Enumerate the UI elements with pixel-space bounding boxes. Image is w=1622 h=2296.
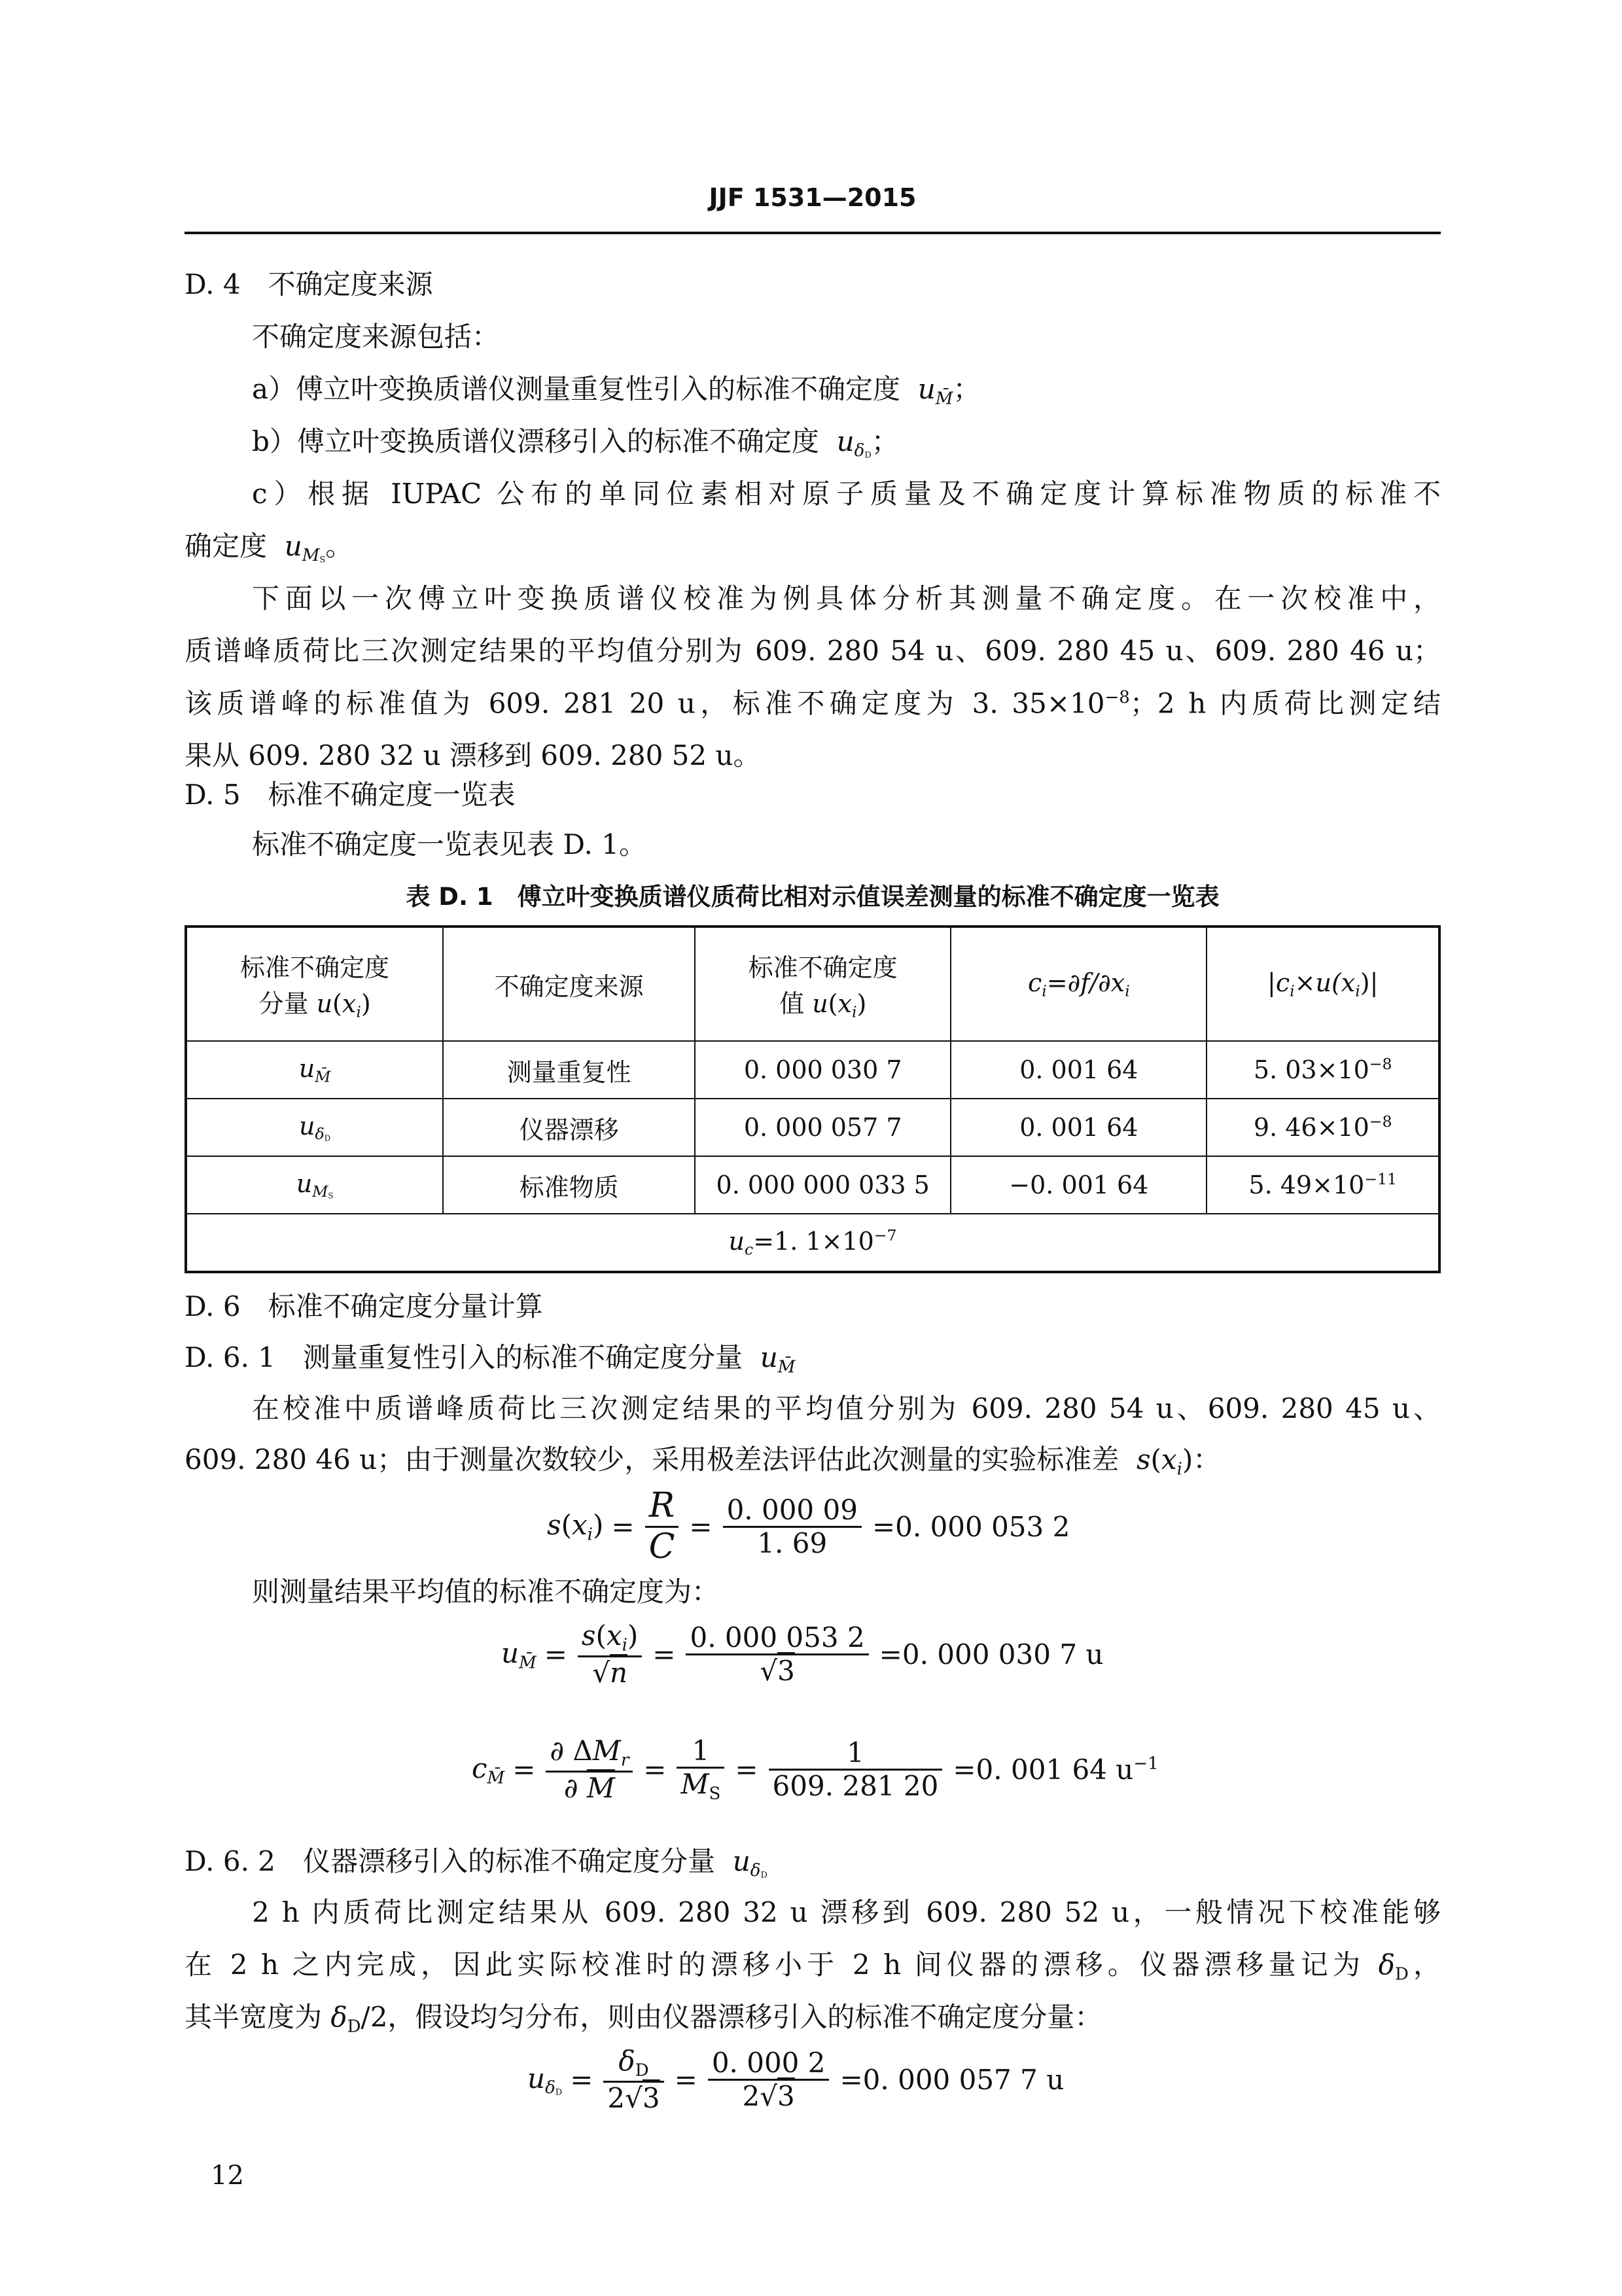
equation-c-mbar: $c_{M̄}$ = $\frac{\partial \Delta M_r}{\partial \overline{M}}$ = $\frac{1}{M_S}$ = $\frac{1}{609. 281 20}$ =0. 001 64 $u^{-1}$ — [472, 1735, 1159, 1805]
d62-line2: 在 2 h 之内完成，因此实际校准时的漂移小于 2 h 间仪器的漂移。仪器漂移量记为 $\delta_D$， — [185, 1949, 1441, 1985]
d62-heading: D. 6. 2 仪器漂移引入的标准不确定度分量 $u_{\delta D}$ — [185, 1845, 767, 1881]
d61-heading: D. 6. 1 测量重复性引入的标准不确定度分量 $u_{M̄}$ — [185, 1341, 796, 1377]
row-product: 9. $46\times 10^{-8}$ — [1207, 1099, 1439, 1156]
header-title: JJF 1531—2015 — [709, 183, 917, 212]
header-product: $|c_i\times u(x_i)|$ — [1207, 927, 1439, 1041]
row-product: 5. $03\times 10^{-8}$ — [1207, 1041, 1439, 1099]
row-symbol: $u_{M̄}$ — [186, 1041, 443, 1099]
equation-std-dev: $s(x_i)$ = $\frac{R}{C}$ = $\frac{0. 000 09}{1. 69}$ =0. 000 053 2 — [547, 1486, 1070, 1566]
row-value: 0. 000 057 7 — [695, 1099, 951, 1156]
row-coefficient: 0. 001 64 — [951, 1041, 1207, 1099]
d4-intro: 不确定度来源包括： — [252, 321, 500, 353]
row-source: 测量重复性 — [443, 1041, 695, 1099]
row-value: 0. 000 000 033 5 — [695, 1156, 951, 1214]
header-value: 标准不确定度 值 $u(x_i)$ — [695, 927, 951, 1041]
row-coefficient: −0. 001 64 — [951, 1156, 1207, 1214]
d4-para-line3: 该质谱峰的标准值为 609. 281 20 u，标准不确定度为 3. $35\times 10^{-8}$；2 h 内质荷比测定结 — [185, 687, 1441, 720]
d4-para-line1: 下面以一次傅立叶变换质谱仪校准为例具体分析其测量不确定度。在一次校准中， — [252, 582, 1441, 614]
table-row — [186, 1099, 1439, 1156]
table-row — [186, 1041, 1439, 1099]
header-coefficient: $c_i=\partial f/\partial x_i$ — [951, 927, 1207, 1041]
row-coefficient: 0. 001 64 — [951, 1099, 1207, 1156]
page-number: 12 — [211, 2161, 244, 2191]
d4-para-line2: 质谱峰质荷比三次测定结果的平均值分别为 609. 280 54 u、609. 280 45 u、609. 280 46 u； — [185, 635, 1441, 667]
table-combined-row — [186, 1214, 1439, 1272]
symbol-u-mbar: $u_{M̄}$ — [909, 373, 953, 409]
d4-item-c-line2: 确定度 $u_{MS}$。 — [185, 530, 353, 566]
equation-u-mbar: $u_{M̄}$ = $\frac{s(x_i)}{√n}$ = $\frac{0. 000 053 2}{√3}$ =0. 000 030 7 u — [501, 1619, 1104, 1689]
d4-para-line4: 果从 609. 280 32 u 漂移到 609. 280 52 u。 — [185, 739, 761, 771]
header-component: 标准不确定度 分量 $u(x_i)$ — [186, 927, 443, 1041]
combined-uncertainty: $u_c=1$. $1\times 10^{-7}$ — [186, 1214, 1439, 1272]
table-row — [186, 1156, 1439, 1214]
d62-line3: 其半宽度为 $\delta_D/2$，假设均匀分布，则由仪器漂移引入的标准不确定度分量： — [185, 2001, 1102, 2037]
table-header-row — [186, 927, 1439, 1041]
d61-line2: 609. 280 46 u；由于测量次数较少，采用极差法评估此次测量的实验标准差 $s(x_i)$： — [185, 1443, 1221, 1479]
row-source: 仪器漂移 — [443, 1099, 695, 1156]
section-d4-heading: D. 4 不确定度来源 — [185, 268, 433, 300]
row-product: 5. $49\times 10^{-11}$ — [1207, 1156, 1439, 1214]
d4-item-b: b）傅立叶变换质谱仪漂移引入的标准不确定度 $u_{\delta D}$； — [252, 425, 899, 461]
table-title: 表 D. 1 傅立叶变换质谱仪质荷比相对示值误差测量的标准不确定度一览表 — [406, 883, 1220, 911]
d5-intro: 标准不确定度一览表见表 D. 1。 — [252, 828, 646, 860]
d4-item-c-line1: c）根据 IUPAC 公布的单同位素相对原子质量及不确定度计算标准物质的标准不 — [252, 478, 1441, 510]
symbol-u-ms: $u_{MS}$ — [275, 530, 326, 566]
uncertainty-table — [185, 925, 1441, 1273]
header-source: 不确定度来源 — [443, 927, 695, 1041]
d4-item-a: a）傅立叶变换质谱仪测量重复性引入的标准不确定度 $u_{M̄}$； — [252, 373, 981, 409]
d61-mid: 则测量结果平均值的标准不确定度为： — [252, 1576, 720, 1608]
d62-line1: 2 h 内质荷比测定结果从 609. 280 32 u 漂移到 609. 280 52 u，一般情况下校准能够 — [252, 1896, 1441, 1928]
page-header — [185, 183, 1441, 234]
row-value: 0. 000 030 7 — [695, 1041, 951, 1099]
row-symbol: $u_{MS}$ — [186, 1156, 443, 1214]
section-d5-heading: D. 5 标准不确定度一览表 — [185, 779, 516, 811]
symbol-u-delta-d: $u_{\delta D}$ — [828, 425, 872, 461]
equation-u-delta-d: $u_{\delta D}$ = $\frac{\delta_D}{2√3}$ = $\frac{0. 000 2}{2√3}$ =0. 000 057 7 u — [527, 2045, 1065, 2115]
d61-line1: 在校准中质谱峰质荷比三次测定结果的平均值分别为 609. 280 54 u、609. 280 45 u、 — [252, 1392, 1441, 1424]
row-source: 标准物质 — [443, 1156, 695, 1214]
row-symbol: $u_{\delta D}$ — [186, 1099, 443, 1156]
section-d6-heading: D. 6 标准不确定度分量计算 — [185, 1290, 543, 1322]
